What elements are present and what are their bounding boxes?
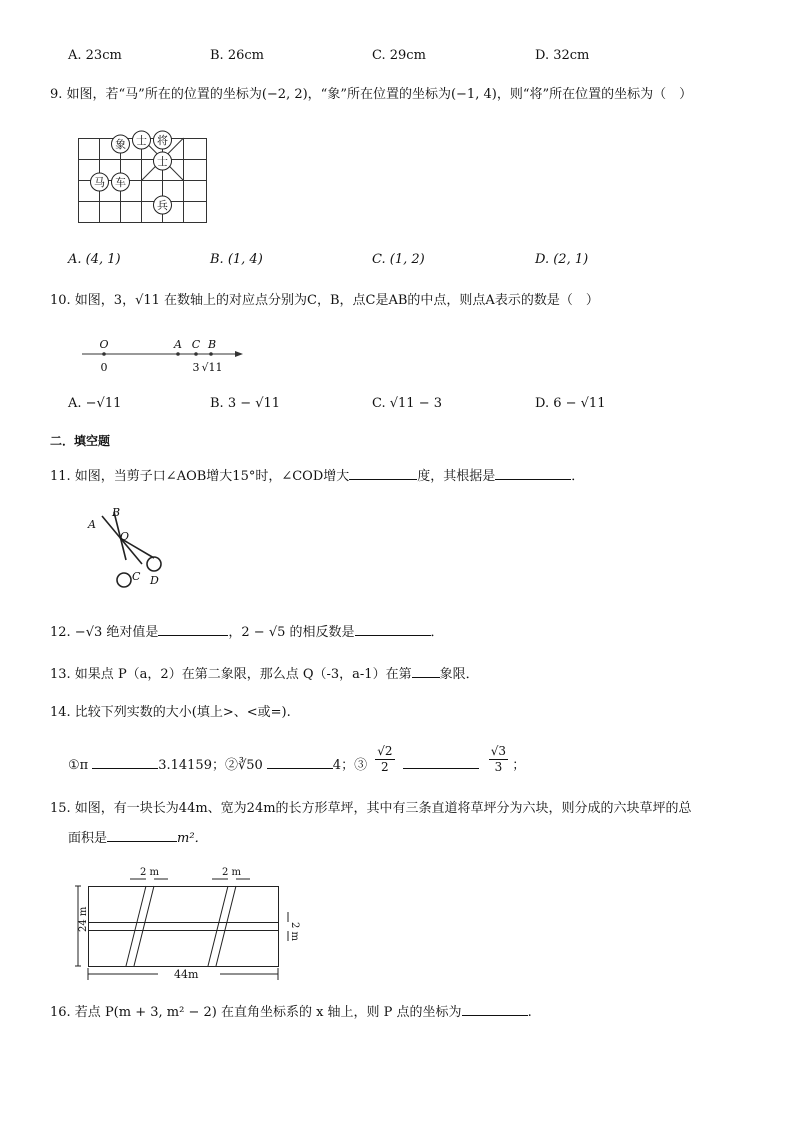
q10-text-c: C，B，点C是AB的中点，则点A表示的数是（ ）	[307, 293, 599, 308]
dim-road-3: 2 m	[289, 922, 300, 942]
q13-text-b: 象限．	[439, 667, 479, 682]
scissors-label-c: C	[132, 570, 141, 583]
q16-text-a: 16. 若点 P(m + 3, m² − 2) 在直角坐标系的 x 轴上，则 P 点的坐标为	[50, 1005, 462, 1020]
q8-option-c: C. 29cm	[372, 48, 426, 63]
q15-blank[interactable]	[107, 828, 177, 842]
q12-question	[50, 622, 444, 642]
q16-text-b: .	[527, 1005, 532, 1020]
piece-che: 车	[115, 176, 126, 189]
q15-line-2	[68, 828, 208, 848]
q12-text-b: ，2 − √5 的相反数是	[228, 625, 355, 640]
frac1-numerator: √2	[377, 744, 393, 758]
q14-val1: 3.14159；②	[158, 758, 238, 773]
q10-question	[50, 292, 599, 310]
q14-fraction-2	[489, 744, 508, 775]
q8-option-b: B. 26cm	[210, 48, 264, 63]
q9-option-c: C. (1, 2)	[372, 252, 425, 267]
frac2-denominator: 3	[494, 760, 503, 774]
q16-question	[50, 1002, 532, 1022]
piece-ma: 马	[94, 176, 105, 189]
q12-blank-1[interactable]	[158, 622, 228, 636]
scissors-label-a: A	[88, 518, 96, 531]
q10-text-a: 10. 如图，3，	[50, 293, 136, 308]
axis-value-3: 3	[192, 361, 200, 374]
q12-blank-2[interactable]	[355, 622, 431, 636]
q15-text-b: m²．	[177, 831, 208, 846]
q11-text-b: 度，其根据是	[417, 469, 496, 484]
q15-lawn-figure	[70, 864, 310, 984]
scissors-label-o: O	[120, 530, 130, 543]
axis-label-a: A	[174, 338, 182, 351]
q14-parts	[68, 744, 525, 780]
q13-blank[interactable]	[412, 664, 440, 678]
scissors-label-b: B	[112, 506, 121, 519]
scissors-label-d: D	[150, 574, 159, 587]
axis-label-o: O	[99, 338, 109, 351]
axis-label-b: B	[207, 338, 217, 351]
q10-option-d: D. 6 − √11	[535, 396, 606, 411]
axis-value-sqrt11: √11	[201, 361, 223, 374]
q9-question	[50, 86, 692, 104]
q10-sqrt11: √11	[135, 293, 160, 308]
piece-bing: 兵	[157, 199, 168, 212]
q10-option-a: A. −√11	[68, 396, 122, 411]
q14-part1: ①π	[68, 758, 89, 773]
q14-blank-1[interactable]	[92, 755, 158, 769]
dim-length: 44m	[174, 968, 199, 981]
q10-number-line	[78, 334, 248, 376]
axis-value-0: 0	[100, 361, 108, 374]
q14-blank-3[interactable]	[403, 755, 479, 769]
q9-coord1: (−2, 2)	[261, 87, 308, 102]
q11-scissors-figure	[80, 502, 180, 594]
q8-option-d: D. 32cm	[535, 48, 590, 63]
piece-jiang: 将	[157, 134, 168, 147]
axis-label-c: C	[191, 338, 201, 351]
q16-blank[interactable]	[462, 1002, 528, 1016]
q12-text-a: 12. −√3 绝对值是	[50, 625, 159, 640]
dim-road-1: 2 m	[140, 867, 160, 878]
frac2-numerator: √3	[490, 744, 507, 758]
q11-text-a: 11. 如图，当剪子口∠AOB增大15°时，∠COD增大	[50, 469, 350, 484]
q9-option-d: D. (2, 1)	[535, 252, 589, 267]
q14-end: ；	[512, 758, 526, 773]
q14-blank-2[interactable]	[267, 755, 333, 769]
q14-val2: 4；③	[332, 758, 368, 773]
q10-text-b: 在数轴上的对应点分别为	[159, 293, 308, 308]
q14-fraction-1	[375, 744, 394, 775]
q11-blank-2[interactable]	[495, 466, 571, 480]
frac1-denominator: 2	[381, 760, 389, 774]
piece-xiang: 象	[115, 138, 126, 151]
q13-text-a: 13. 如果点 P（a，2）在第二象限，那么点 Q（-3，a-1）在第	[50, 667, 412, 682]
q12-text-c: ．	[430, 625, 444, 640]
q8-option-a: A. 23cm	[68, 48, 122, 63]
q11-text-c: ．	[571, 469, 585, 484]
q15-text-a: 面积是	[68, 831, 108, 846]
dim-road-2: 2 m	[222, 867, 242, 878]
q9-text-c: ，则“将”所在位置的坐标为（ ）	[496, 87, 693, 102]
q13-question	[50, 664, 479, 684]
piece-shi-1: 士	[136, 134, 147, 147]
section-title: 二．填空题	[50, 434, 111, 448]
q10-option-b: B. 3 − √11	[210, 396, 281, 411]
q14-question: 14. 比较下列实数的大小(填上>、<或=).	[50, 705, 291, 720]
q9-option-a: A. (4, 1)	[68, 252, 121, 267]
q10-option-c: C. √11 − 3	[372, 396, 443, 411]
q9-option-b: B. (1, 4)	[210, 252, 263, 267]
q11-question	[50, 466, 584, 486]
dim-width: 24 m	[78, 906, 89, 932]
q9-text-b: ，“象”所在位置的坐标为	[307, 87, 451, 102]
q9-chessboard-figure	[78, 128, 208, 224]
piece-shi-2: 士	[157, 155, 168, 168]
q14-cbrt50: ∛50	[237, 758, 263, 773]
q11-blank-1[interactable]	[349, 466, 417, 480]
q9-coord2: (−1, 4)	[450, 87, 497, 102]
q9-text-a: 9. 如图，若“马”所在的位置的坐标为	[50, 87, 262, 102]
q15-line-1: 15. 如图，有一块长为44m、宽为24m的长方形草坪，其中有三条直道将草坪分为六块，则分成的六块草坪的总	[50, 801, 692, 816]
